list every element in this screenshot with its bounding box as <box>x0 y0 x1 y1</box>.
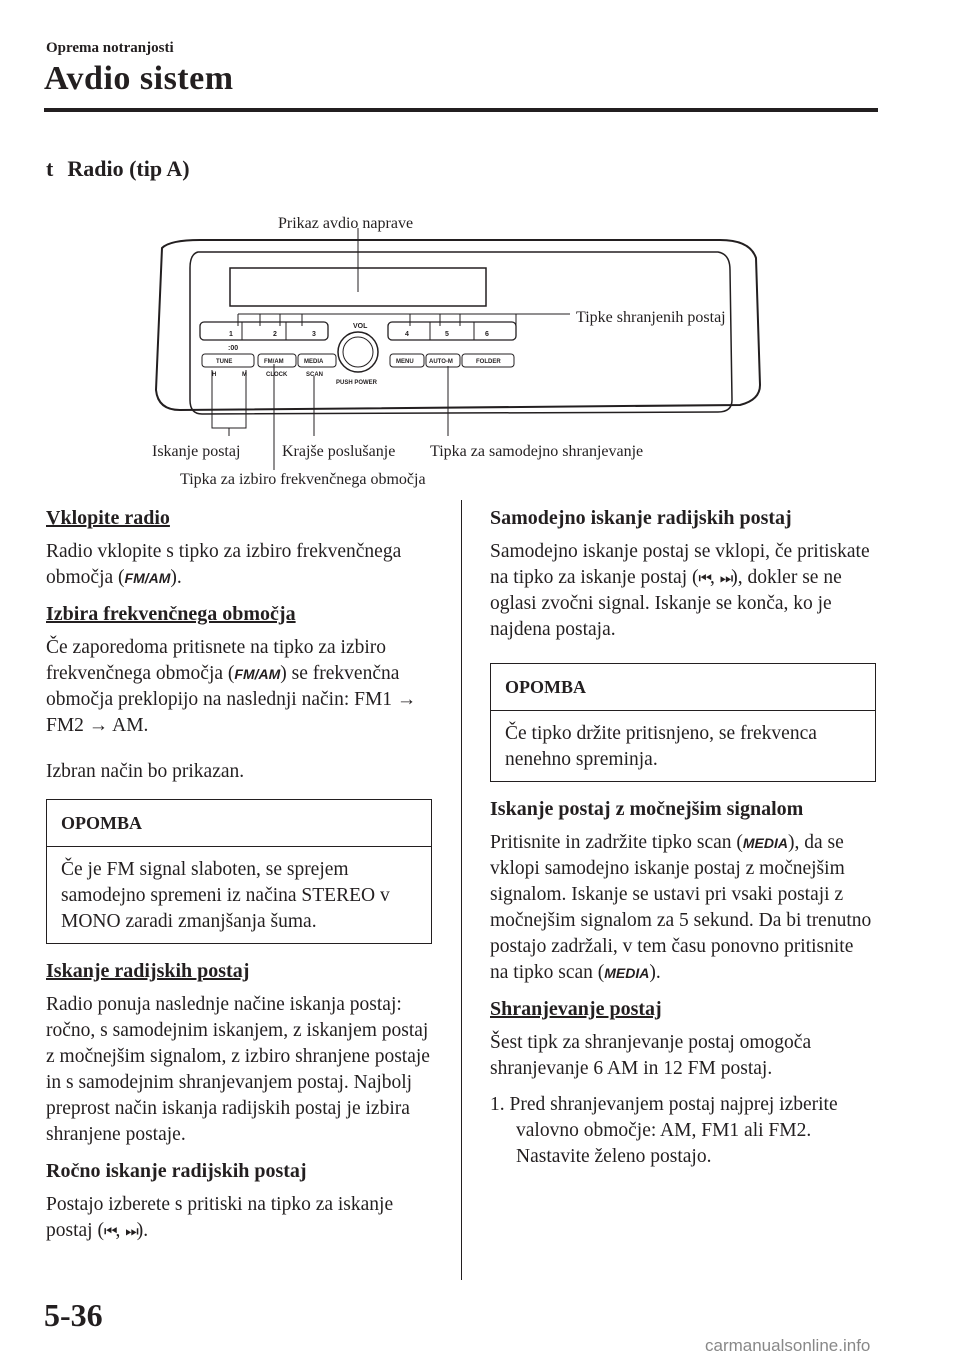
callout-seek: Iskanje postaj <box>152 443 241 460</box>
heading-store-stations: Shranjevanje postaj <box>490 998 662 1020</box>
para-station-search: Radio ponuja naslednje načine iskanja postaj: ročno, s samodejnim iskanjem, z iskanjem postaj z močnejšim signalom, z izbiro shranjene postaje in s samodejnim shranjevanjem postaj. Najbolj preprost način iskanja radijskih postaj je izbira shranjene postaje. <box>46 994 430 1145</box>
h-label: H <box>212 372 217 378</box>
seek-prev-icon: ⏮ <box>103 1222 116 1240</box>
preset-5-label: 5 <box>445 331 449 338</box>
note-box-fm <box>46 799 432 944</box>
note-title: OPOMBA <box>491 664 875 711</box>
header-rule <box>44 108 878 112</box>
callout-auto-store: Tipka za samodejno shranjevanje <box>430 443 644 460</box>
heading-auto-search: Samodejno iskanje radijskih postaj <box>490 507 792 529</box>
heading-strong-signal: Iskanje postaj z močnejšim signalom <box>490 798 804 820</box>
tune-label: TUNE <box>216 359 233 365</box>
list-item-1: 1. Pred shranjevanjem postaj najprej izberite valovno območje: AM, FM1 ali FM2. Nastavite želeno postajo. <box>490 1094 838 1167</box>
left-column <box>46 505 432 1254</box>
page-title: Avdio sistem <box>44 60 234 97</box>
fmam-icon: FM/AM <box>234 666 281 682</box>
callout-scan: Krajše poslušanje <box>282 443 396 460</box>
callout-presets: Tipke shranjenih postaj <box>576 309 726 326</box>
media-icon: MEDIA <box>604 965 650 981</box>
seek-next-icon: ⏭ <box>719 569 732 587</box>
preset-4-label: 4 <box>405 331 409 338</box>
page-number: 5-36 <box>44 1297 103 1333</box>
preset-1-label: 1 <box>229 331 233 338</box>
para-band-select: Če zaporedoma pritisnete na tipko za izbiro frekvenčnega območja (FM/AM) se frekvenčna območja preklopijo na naslednji način: FM1 → FM2 → AM. <box>46 637 417 736</box>
volume-knob <box>338 332 378 372</box>
heading-radio-on: Vklopite radio <box>46 507 170 529</box>
clock-label: CLOCK <box>266 372 288 378</box>
section-title <box>46 156 190 182</box>
header-section-label: Oprema notranjosti <box>46 40 174 56</box>
callout-display: Prikaz avdio naprave <box>278 215 414 232</box>
column-divider <box>461 500 462 1280</box>
media-label: MEDIA <box>304 359 324 365</box>
fmam-label: FM/AM <box>264 359 284 365</box>
note-title: OPOMBA <box>47 800 431 847</box>
para-manual-search: Postajo izberete s pritiski na tipko za iskanje postaj (⏮, ⏭). <box>46 1192 432 1244</box>
preset-3-label: 3 <box>312 331 316 338</box>
media-icon: MEDIA <box>742 835 789 851</box>
right-column <box>490 505 876 1180</box>
preset-6-label: 6 <box>485 331 489 338</box>
para-strong-signal: Pritisnite in zadržite tipko scan (MEDIA), da se vklopi samodejno iskanje postaj z močnejšim signalom. Iskanje se ustavi pri vsaki postaji z močnejšim signalom za 5 sekund. Da bi trenutno postajo zadržali, v tem času ponovno pritisnite na tipko scan (MEDIA). <box>490 830 876 986</box>
para-radio-on: Radio vklopite s tipko za izbiro frekvenčnega območja (FM/AM). <box>46 539 432 591</box>
preset-2-label: 2 <box>273 331 277 338</box>
callout-band: Tipka za izbiro frekvenčnega območja <box>180 471 426 488</box>
para-mode-shown: Izbran način bo prikazan. <box>46 761 245 782</box>
autom-label: AUTO-M <box>429 359 453 365</box>
radio-faceplate <box>190 252 732 414</box>
folder-label: FOLDER <box>476 359 501 365</box>
para-auto-search: Samodejno iskanje postaj se vklopi, če pritiskate na tipko za iskanje postaj (⏮, ⏭), dokler se ne oglasi zvočni signal. Iskanje se konča, ko je najdena postaja. <box>490 541 870 640</box>
m-label: M <box>242 372 247 378</box>
scan-label: SCAN <box>306 372 324 378</box>
para-store-stations: Šest tipk za shranjevanje postaj omogoča shranjevanje 6 AM in 12 FM postaj. <box>490 1032 812 1079</box>
heading-manual-search: Ročno iskanje radijskih postaj <box>46 1160 307 1182</box>
note-box-hold <box>490 663 876 782</box>
preset-bar-left <box>200 322 328 340</box>
menu-label: MENU <box>396 359 414 365</box>
push-power-label: PUSH POWER <box>336 380 378 386</box>
radio-diagram <box>140 200 780 490</box>
section-title-text: Radio (tip A) <box>67 156 190 181</box>
heading-station-search: Iskanje radijskih postaj <box>46 960 250 982</box>
section-marker: t <box>46 156 54 181</box>
heading-band-select: Izbira frekvenčnega območja <box>46 603 296 625</box>
note-body: Če je FM signal slaboten, se sprejem samodejno spremeni iz načina STEREO v MONO zaradi zmanjšanja šuma. <box>61 859 390 932</box>
clock-00-label: :00 <box>228 345 239 352</box>
seek-prev-icon: ⏮ <box>698 569 710 587</box>
watermark: carmanualsonline.info <box>705 1336 871 1355</box>
seek-next-icon: ⏭ <box>125 1222 137 1240</box>
note-body: Če tipko držite pritisnjeno, se frekvenca nenehno spreminja. <box>505 723 817 770</box>
vol-label: VOL <box>353 323 368 330</box>
fmam-icon: FM/AM <box>124 570 171 586</box>
